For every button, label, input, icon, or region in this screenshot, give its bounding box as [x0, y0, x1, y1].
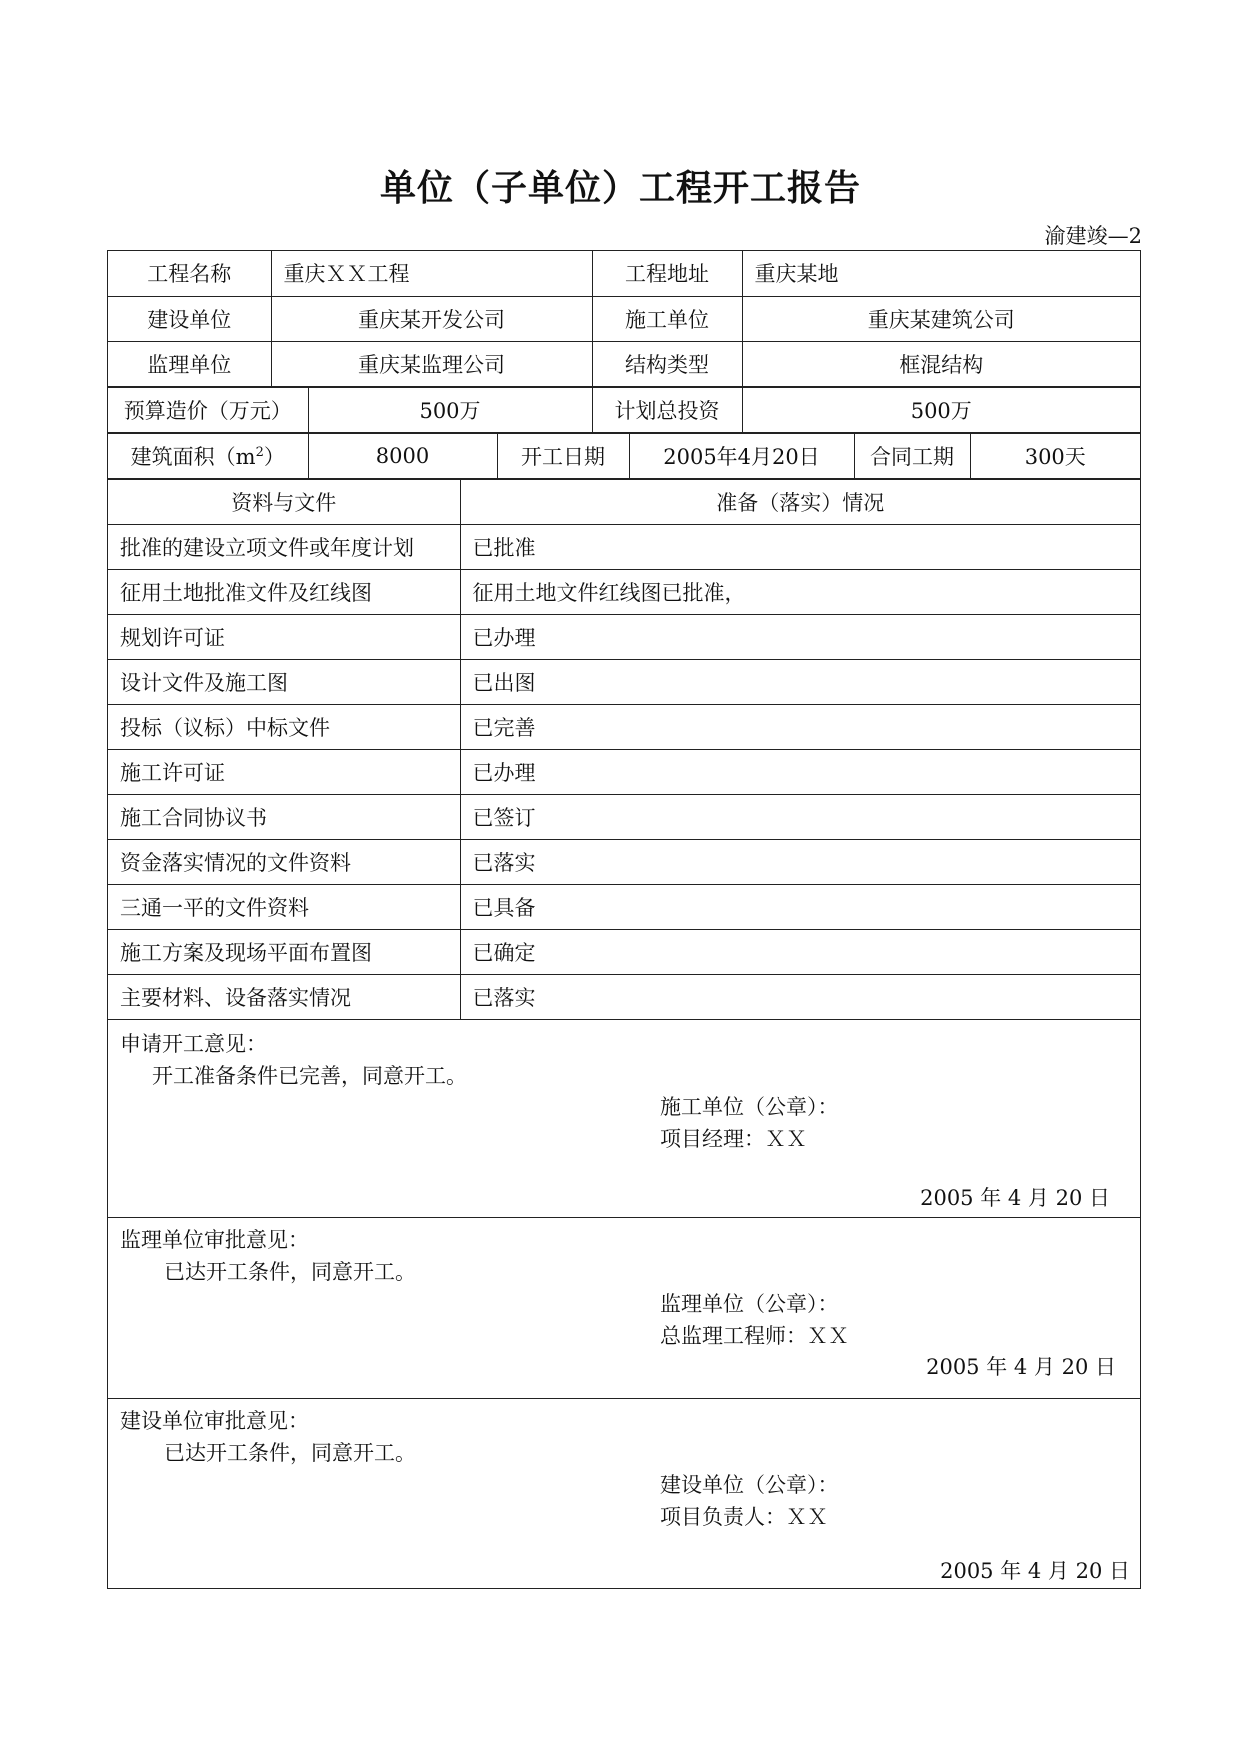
info-table-budget [108, 387, 1140, 433]
owner-opinion-heading: 建设单位审批意见： [120, 1408, 309, 1433]
document-status: 已签订 [460, 794, 1140, 839]
owner-opinion-section [108, 1398, 1140, 1588]
supervision-opinion-heading: 监理单位审批意见： [120, 1227, 309, 1252]
info-table-area [108, 433, 1140, 479]
owner-signer: 项目负责人：ＸＸ [660, 1504, 828, 1529]
project-name-label: 工程名称 [108, 251, 271, 296]
supervision-seal-label: 监理单位（公章）： [660, 1291, 839, 1316]
area-value: 8000 [308, 433, 497, 478]
structure-value: 框混结构 [742, 341, 1140, 386]
supervision-date: 2005 年 4 月 20 日 [926, 1354, 1116, 1379]
project-address-label: 工程地址 [592, 251, 742, 296]
table-row [108, 569, 1140, 614]
duration-value: 300天 [970, 433, 1140, 478]
report-form [107, 250, 1141, 1589]
info-row [108, 296, 1140, 341]
investment-label: 计划总投资 [592, 387, 742, 432]
table-row [108, 974, 1140, 1019]
document-name: 资金落实情况的文件资料 [108, 839, 460, 884]
contractor-label: 施工单位 [592, 296, 742, 341]
area-label: 建筑面积$(m^2)$ [108, 433, 308, 478]
project-name-value: 重庆ＸＸ工程 [271, 251, 592, 296]
document-name: 投标（议标）中标文件 [108, 704, 460, 749]
start-date-label: 开工日期 [497, 433, 629, 478]
form-code: 渝建竣—2 [1044, 224, 1142, 248]
page-title: 单位（子单位）工程开工报告 [379, 168, 861, 209]
owner-date: 2005 年 4 月 20 日 [940, 1558, 1130, 1583]
apply-signer: 项目经理：ＸＸ [660, 1126, 807, 1151]
document-status: 已确定 [460, 929, 1140, 974]
document-name: 主要材料、设备落实情况 [108, 974, 460, 1019]
document-name: 施工合同协议书 [108, 794, 460, 839]
start-date-value: 2005年4月20日 [629, 433, 854, 478]
table-row [108, 839, 1140, 884]
documents-header-right: 准备（落实）情况 [460, 479, 1140, 524]
apply-opinion-section [108, 1020, 1140, 1217]
table-row [108, 749, 1140, 794]
document-name: 施工方案及现场平面布置图 [108, 929, 460, 974]
documents-header-left: 资料与文件 [108, 479, 460, 524]
document-status: 已出图 [460, 659, 1140, 704]
document-status: 已落实 [460, 839, 1140, 884]
apply-date: 2005 年 4 月 20 日 [920, 1185, 1110, 1210]
supervision-signer: 总监理工程师：ＸＸ [660, 1323, 849, 1348]
table-row [108, 704, 1140, 749]
document-name: 批准的建设立项文件或年度计划 [108, 524, 460, 569]
owner-seal-label: 建设单位（公章）： [660, 1472, 839, 1497]
investment-value: 500万 [742, 387, 1140, 432]
document-name: 规划许可证 [108, 614, 460, 659]
info-row [108, 433, 1140, 478]
table-row [108, 659, 1140, 704]
supervision-opinion-text: 已达开工条件，同意开工。 [164, 1259, 416, 1284]
apply-opinion-text: 开工准备条件已完善，同意开工。 [152, 1063, 467, 1088]
document-name: 施工许可证 [108, 749, 460, 794]
info-row [108, 387, 1140, 432]
documents-table [108, 479, 1140, 1020]
budget-label: 预算造价（万元） [108, 387, 308, 432]
document-status: 已办理 [460, 749, 1140, 794]
table-row [108, 929, 1140, 974]
apply-opinion-heading: 申请开工意见： [120, 1031, 267, 1056]
table-row [108, 884, 1140, 929]
document-name: 征用土地批准文件及红线图 [108, 569, 460, 614]
budget-value: 500万 [308, 387, 592, 432]
contractor-value: 重庆某建筑公司 [742, 296, 1140, 341]
document-status: 已批准 [460, 524, 1140, 569]
duration-label: 合同工期 [854, 433, 970, 478]
structure-label: 结构类型 [592, 341, 742, 386]
document-status: 已办理 [460, 614, 1140, 659]
owner-label: 建设单位 [108, 296, 271, 341]
info-table-top [108, 251, 1140, 387]
document-name: 设计文件及施工图 [108, 659, 460, 704]
table-row [108, 524, 1140, 569]
document-status: 已完善 [460, 704, 1140, 749]
document-status: 征用土地文件红线图已批准， [460, 569, 1140, 614]
table-row [108, 614, 1140, 659]
owner-opinion-text: 已达开工条件，同意开工。 [164, 1440, 416, 1465]
project-address-value: 重庆某地 [742, 251, 1140, 296]
document-status: 已落实 [460, 974, 1140, 1019]
supervision-opinion-section [108, 1217, 1140, 1398]
supervisor-label: 监理单位 [108, 341, 271, 386]
documents-header-row [108, 479, 1140, 524]
apply-seal-label: 施工单位（公章）： [660, 1094, 839, 1119]
supervisor-value: 重庆某监理公司 [271, 341, 592, 386]
owner-value: 重庆某开发公司 [271, 296, 592, 341]
info-row [108, 341, 1140, 386]
table-row [108, 794, 1140, 839]
info-row [108, 251, 1140, 296]
document-name: 三通一平的文件资料 [108, 884, 460, 929]
document-status: 已具备 [460, 884, 1140, 929]
